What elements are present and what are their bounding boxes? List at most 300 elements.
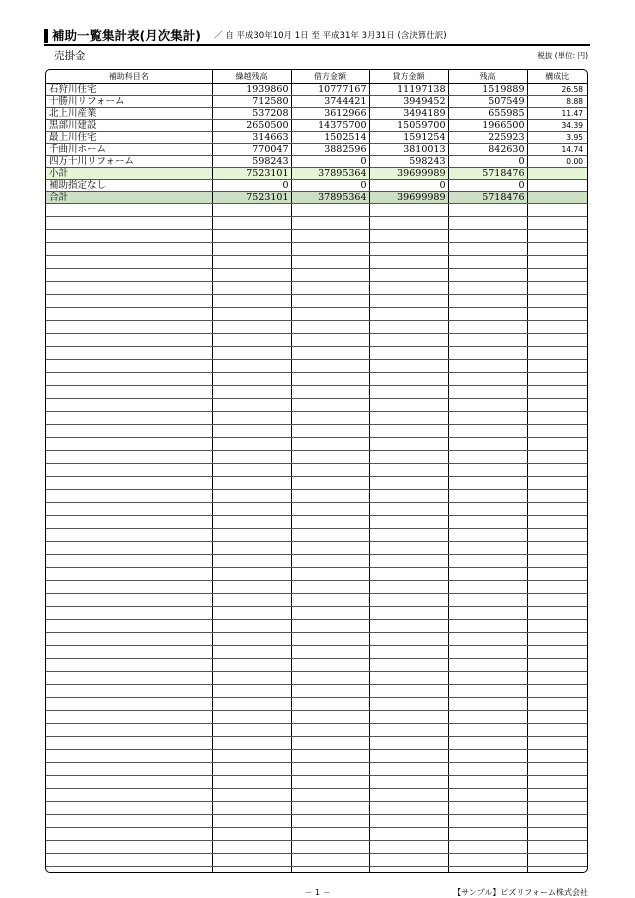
cell-ratio: 11.47 bbox=[527, 108, 587, 120]
empty-cell bbox=[527, 360, 587, 373]
empty-cell bbox=[46, 451, 212, 464]
empty-cell bbox=[369, 776, 448, 789]
empty-row bbox=[46, 633, 587, 646]
empty-cell bbox=[369, 672, 448, 685]
empty-row bbox=[46, 763, 587, 776]
empty-cell bbox=[212, 542, 291, 555]
empty-cell bbox=[212, 594, 291, 607]
empty-row bbox=[46, 594, 587, 607]
empty-row bbox=[46, 386, 587, 399]
empty-cell bbox=[448, 789, 527, 802]
empty-cell bbox=[448, 386, 527, 399]
empty-cell bbox=[46, 490, 212, 503]
report-header bbox=[44, 28, 590, 64]
empty-cell bbox=[212, 672, 291, 685]
empty-cell bbox=[369, 607, 448, 620]
empty-cell bbox=[448, 334, 527, 347]
empty-cell bbox=[46, 789, 212, 802]
empty-row bbox=[46, 451, 587, 464]
empty-cell bbox=[527, 828, 587, 841]
empty-cell bbox=[369, 256, 448, 269]
empty-cell bbox=[527, 698, 587, 711]
empty-cell bbox=[212, 334, 291, 347]
empty-cell bbox=[291, 308, 369, 321]
empty-cell bbox=[369, 269, 448, 282]
cell-credit: 0 bbox=[369, 180, 448, 192]
empty-cell bbox=[291, 347, 369, 360]
empty-cell bbox=[448, 776, 527, 789]
empty-cell bbox=[291, 230, 369, 243]
empty-cell bbox=[448, 347, 527, 360]
cell-balance: 842630 bbox=[448, 144, 527, 156]
empty-cell bbox=[527, 659, 587, 672]
empty-cell bbox=[527, 204, 587, 217]
empty-row bbox=[46, 321, 587, 334]
empty-cell bbox=[46, 698, 212, 711]
empty-cell bbox=[369, 334, 448, 347]
empty-cell bbox=[448, 464, 527, 477]
empty-cell bbox=[291, 789, 369, 802]
empty-cell bbox=[291, 204, 369, 217]
empty-row bbox=[46, 529, 587, 542]
empty-row bbox=[46, 438, 587, 451]
cell-ratio: 14.74 bbox=[527, 144, 587, 156]
empty-cell bbox=[291, 776, 369, 789]
table-row bbox=[46, 144, 587, 156]
cell-credit: 15059700 bbox=[369, 120, 448, 132]
empty-cell bbox=[448, 438, 527, 451]
empty-cell bbox=[291, 763, 369, 776]
empty-cell bbox=[369, 711, 448, 724]
empty-cell bbox=[291, 568, 369, 581]
empty-cell bbox=[46, 854, 212, 867]
cell-balance: 0 bbox=[448, 156, 527, 168]
empty-cell bbox=[527, 841, 587, 854]
empty-cell bbox=[212, 308, 291, 321]
empty-cell bbox=[527, 763, 587, 776]
empty-cell bbox=[527, 542, 587, 555]
unit-label: 税抜 (単位: 円) bbox=[537, 51, 588, 60]
empty-row bbox=[46, 555, 587, 568]
empty-cell bbox=[448, 594, 527, 607]
cell-name: 小計 bbox=[46, 168, 212, 180]
col-header-name: 補助科目名 bbox=[46, 70, 212, 84]
empty-cell bbox=[212, 386, 291, 399]
empty-cell bbox=[527, 737, 587, 750]
cell-name: 補助指定なし bbox=[46, 180, 212, 192]
empty-cell bbox=[212, 802, 291, 815]
empty-cell bbox=[291, 451, 369, 464]
cell-balance: 0 bbox=[448, 180, 527, 192]
empty-cell bbox=[291, 607, 369, 620]
empty-cell bbox=[291, 386, 369, 399]
title-row bbox=[44, 28, 590, 46]
empty-cell bbox=[291, 802, 369, 815]
empty-cell bbox=[291, 425, 369, 438]
empty-row bbox=[46, 659, 587, 672]
empty-cell bbox=[212, 438, 291, 451]
empty-cell bbox=[448, 412, 527, 425]
empty-cell bbox=[527, 217, 587, 230]
empty-cell bbox=[527, 477, 587, 490]
empty-cell bbox=[212, 776, 291, 789]
empty-cell bbox=[212, 854, 291, 867]
empty-cell bbox=[369, 412, 448, 425]
empty-cell bbox=[46, 308, 212, 321]
unassigned-row bbox=[46, 180, 587, 192]
empty-cell bbox=[46, 685, 212, 698]
empty-cell bbox=[291, 685, 369, 698]
cell-name: 十勝川リフォーム bbox=[46, 96, 212, 108]
empty-cell bbox=[46, 711, 212, 724]
empty-cell bbox=[46, 516, 212, 529]
empty-cell bbox=[212, 724, 291, 737]
empty-row bbox=[46, 815, 587, 828]
empty-cell bbox=[212, 412, 291, 425]
empty-row bbox=[46, 568, 587, 581]
empty-cell bbox=[46, 542, 212, 555]
empty-row bbox=[46, 243, 587, 256]
empty-cell bbox=[527, 243, 587, 256]
empty-cell bbox=[527, 529, 587, 542]
sub-header bbox=[44, 46, 590, 64]
empty-cell bbox=[448, 685, 527, 698]
empty-cell bbox=[448, 490, 527, 503]
empty-cell bbox=[369, 542, 448, 555]
empty-row bbox=[46, 698, 587, 711]
empty-cell bbox=[212, 425, 291, 438]
empty-row bbox=[46, 581, 587, 594]
empty-cell bbox=[527, 815, 587, 828]
empty-cell bbox=[46, 477, 212, 490]
empty-cell bbox=[46, 334, 212, 347]
empty-cell bbox=[46, 347, 212, 360]
col-header-balance: 残高 bbox=[448, 70, 527, 84]
table-row bbox=[46, 96, 587, 108]
empty-cell bbox=[46, 230, 212, 243]
empty-cell bbox=[369, 516, 448, 529]
cell-debit: 1502514 bbox=[291, 132, 369, 144]
cell-credit: 39699989 bbox=[369, 168, 448, 180]
empty-cell bbox=[291, 243, 369, 256]
empty-cell bbox=[46, 529, 212, 542]
empty-cell bbox=[369, 594, 448, 607]
empty-cell bbox=[212, 555, 291, 568]
cell-ratio: 0.00 bbox=[527, 156, 587, 168]
empty-cell bbox=[291, 594, 369, 607]
empty-cell bbox=[291, 282, 369, 295]
empty-cell bbox=[448, 555, 527, 568]
empty-cell bbox=[291, 542, 369, 555]
empty-cell bbox=[369, 646, 448, 659]
cell-carry: 314663 bbox=[212, 132, 291, 144]
empty-cell bbox=[369, 347, 448, 360]
empty-cell bbox=[448, 308, 527, 321]
empty-cell bbox=[369, 217, 448, 230]
empty-row bbox=[46, 737, 587, 750]
empty-cell bbox=[369, 373, 448, 386]
empty-row bbox=[46, 620, 587, 633]
empty-cell bbox=[46, 386, 212, 399]
empty-cell bbox=[212, 477, 291, 490]
empty-cell bbox=[527, 412, 587, 425]
empty-cell bbox=[369, 464, 448, 477]
cell-carry: 0 bbox=[212, 180, 291, 192]
empty-cell bbox=[448, 451, 527, 464]
subtotal-row bbox=[46, 168, 587, 180]
empty-row bbox=[46, 646, 587, 659]
table-header-row bbox=[46, 70, 587, 84]
cell-carry: 537208 bbox=[212, 108, 291, 120]
empty-cell bbox=[369, 698, 448, 711]
company-name: 【サンプル】ビズリフォーム株式会社 bbox=[453, 888, 588, 897]
cell-balance: 1966500 bbox=[448, 120, 527, 132]
empty-cell bbox=[448, 243, 527, 256]
empty-cell bbox=[212, 867, 291, 874]
empty-cell bbox=[46, 568, 212, 581]
empty-cell bbox=[46, 581, 212, 594]
empty-cell bbox=[212, 698, 291, 711]
cell-ratio: 34.39 bbox=[527, 120, 587, 132]
empty-cell bbox=[291, 633, 369, 646]
empty-row bbox=[46, 347, 587, 360]
empty-row bbox=[46, 490, 587, 503]
cell-name: 四万十川リフォーム bbox=[46, 156, 212, 168]
empty-cell bbox=[369, 555, 448, 568]
empty-cell bbox=[291, 373, 369, 386]
cell-ratio: 26.58 bbox=[527, 84, 587, 96]
empty-cell bbox=[448, 542, 527, 555]
empty-row bbox=[46, 217, 587, 230]
empty-cell bbox=[291, 295, 369, 308]
empty-cell bbox=[369, 438, 448, 451]
empty-cell bbox=[291, 815, 369, 828]
cell-name: 最上川住宅 bbox=[46, 132, 212, 144]
empty-cell bbox=[46, 204, 212, 217]
cell-balance: 225923 bbox=[448, 132, 527, 144]
empty-cell bbox=[527, 230, 587, 243]
col-header-debit: 借方金額 bbox=[291, 70, 369, 84]
empty-cell bbox=[448, 737, 527, 750]
empty-cell bbox=[527, 425, 587, 438]
empty-cell bbox=[369, 815, 448, 828]
empty-cell bbox=[46, 724, 212, 737]
table-row bbox=[46, 84, 587, 96]
empty-cell bbox=[212, 815, 291, 828]
cell-name: 千曲川ホーム bbox=[46, 144, 212, 156]
empty-cell bbox=[212, 490, 291, 503]
empty-cell bbox=[212, 568, 291, 581]
empty-cell bbox=[46, 659, 212, 672]
cell-name: 合計 bbox=[46, 192, 212, 204]
empty-row bbox=[46, 308, 587, 321]
empty-row bbox=[46, 256, 587, 269]
empty-cell bbox=[527, 620, 587, 633]
empty-cell bbox=[212, 503, 291, 516]
empty-row bbox=[46, 230, 587, 243]
empty-cell bbox=[448, 854, 527, 867]
cell-balance: 655985 bbox=[448, 108, 527, 120]
empty-cell bbox=[448, 607, 527, 620]
cell-debit: 3612966 bbox=[291, 108, 369, 120]
empty-row bbox=[46, 685, 587, 698]
empty-cell bbox=[291, 412, 369, 425]
empty-cell bbox=[448, 581, 527, 594]
summary-table bbox=[46, 70, 587, 873]
cell-carry: 2650500 bbox=[212, 120, 291, 132]
empty-cell bbox=[527, 490, 587, 503]
cell-ratio bbox=[527, 192, 587, 204]
page-number: － 1 － bbox=[304, 888, 331, 897]
empty-cell bbox=[212, 464, 291, 477]
empty-cell bbox=[527, 399, 587, 412]
empty-cell bbox=[448, 230, 527, 243]
cell-credit: 1591254 bbox=[369, 132, 448, 144]
empty-cell bbox=[291, 646, 369, 659]
empty-cell bbox=[369, 867, 448, 874]
empty-cell bbox=[527, 581, 587, 594]
empty-cell bbox=[291, 438, 369, 451]
cell-credit: 3949452 bbox=[369, 96, 448, 108]
empty-row bbox=[46, 776, 587, 789]
empty-cell bbox=[448, 750, 527, 763]
empty-cell bbox=[369, 282, 448, 295]
empty-cell bbox=[369, 529, 448, 542]
empty-cell bbox=[448, 204, 527, 217]
empty-cell bbox=[291, 490, 369, 503]
cell-debit: 3744421 bbox=[291, 96, 369, 108]
empty-cell bbox=[212, 841, 291, 854]
empty-cell bbox=[212, 373, 291, 386]
empty-cell bbox=[46, 425, 212, 438]
empty-row bbox=[46, 672, 587, 685]
empty-cell bbox=[212, 659, 291, 672]
empty-cell bbox=[46, 282, 212, 295]
empty-cell bbox=[369, 685, 448, 698]
empty-cell bbox=[369, 789, 448, 802]
empty-row bbox=[46, 854, 587, 867]
empty-cell bbox=[291, 854, 369, 867]
empty-row bbox=[46, 360, 587, 373]
empty-cell bbox=[291, 659, 369, 672]
empty-cell bbox=[46, 737, 212, 750]
empty-row bbox=[46, 516, 587, 529]
empty-cell bbox=[369, 750, 448, 763]
empty-cell bbox=[527, 711, 587, 724]
empty-cell bbox=[527, 607, 587, 620]
empty-cell bbox=[212, 360, 291, 373]
empty-cell bbox=[448, 217, 527, 230]
cell-credit: 3494189 bbox=[369, 108, 448, 120]
empty-cell bbox=[212, 399, 291, 412]
cell-ratio: 3.95 bbox=[527, 132, 587, 144]
empty-cell bbox=[46, 256, 212, 269]
empty-cell bbox=[291, 737, 369, 750]
empty-cell bbox=[212, 620, 291, 633]
empty-row bbox=[46, 425, 587, 438]
empty-cell bbox=[46, 646, 212, 659]
empty-cell bbox=[527, 386, 587, 399]
empty-cell bbox=[369, 633, 448, 646]
empty-cell bbox=[448, 815, 527, 828]
empty-cell bbox=[212, 828, 291, 841]
empty-cell bbox=[448, 841, 527, 854]
cell-name: 石狩川住宅 bbox=[46, 84, 212, 96]
empty-cell bbox=[448, 711, 527, 724]
empty-cell bbox=[291, 464, 369, 477]
empty-cell bbox=[448, 321, 527, 334]
table-row bbox=[46, 132, 587, 144]
empty-cell bbox=[527, 789, 587, 802]
empty-cell bbox=[527, 724, 587, 737]
empty-cell bbox=[46, 672, 212, 685]
empty-cell bbox=[212, 750, 291, 763]
empty-cell bbox=[212, 295, 291, 308]
cell-balance: 5718476 bbox=[448, 168, 527, 180]
empty-cell bbox=[369, 477, 448, 490]
report-title: 補助一覧集計表(月次集計) bbox=[52, 28, 201, 43]
empty-row bbox=[46, 477, 587, 490]
empty-cell bbox=[369, 425, 448, 438]
empty-cell bbox=[448, 373, 527, 386]
empty-cell bbox=[212, 763, 291, 776]
cell-debit: 0 bbox=[291, 180, 369, 192]
empty-cell bbox=[291, 529, 369, 542]
ledger-sheet bbox=[45, 69, 588, 873]
empty-cell bbox=[46, 399, 212, 412]
empty-cell bbox=[448, 724, 527, 737]
cell-debit: 3882596 bbox=[291, 144, 369, 156]
empty-row bbox=[46, 711, 587, 724]
cell-carry: 1939860 bbox=[212, 84, 291, 96]
cell-name: 黒部川建設 bbox=[46, 120, 212, 132]
empty-cell bbox=[448, 425, 527, 438]
empty-cell bbox=[212, 633, 291, 646]
empty-cell bbox=[448, 867, 527, 874]
empty-cell bbox=[212, 282, 291, 295]
empty-cell bbox=[448, 295, 527, 308]
empty-cell bbox=[291, 256, 369, 269]
empty-cell bbox=[46, 594, 212, 607]
empty-cell bbox=[46, 815, 212, 828]
empty-cell bbox=[369, 451, 448, 464]
col-header-carry: 繰越残高 bbox=[212, 70, 291, 84]
empty-cell bbox=[527, 451, 587, 464]
empty-cell bbox=[291, 503, 369, 516]
empty-cell bbox=[448, 620, 527, 633]
empty-cell bbox=[291, 620, 369, 633]
table-row bbox=[46, 108, 587, 120]
empty-cell bbox=[46, 503, 212, 516]
empty-cell bbox=[527, 256, 587, 269]
empty-row bbox=[46, 295, 587, 308]
total-row bbox=[46, 192, 587, 204]
empty-row bbox=[46, 503, 587, 516]
empty-cell bbox=[46, 633, 212, 646]
empty-cell bbox=[369, 568, 448, 581]
empty-cell bbox=[369, 763, 448, 776]
empty-cell bbox=[448, 503, 527, 516]
empty-cell bbox=[212, 243, 291, 256]
empty-cell bbox=[527, 464, 587, 477]
empty-cell bbox=[369, 828, 448, 841]
empty-cell bbox=[212, 529, 291, 542]
empty-cell bbox=[46, 802, 212, 815]
empty-cell bbox=[212, 217, 291, 230]
report-period: ／ 自 平成30年10月 1日 至 平成31年 3月31日 (含決算仕訳) bbox=[214, 31, 447, 41]
empty-row bbox=[46, 802, 587, 815]
empty-cell bbox=[291, 334, 369, 347]
